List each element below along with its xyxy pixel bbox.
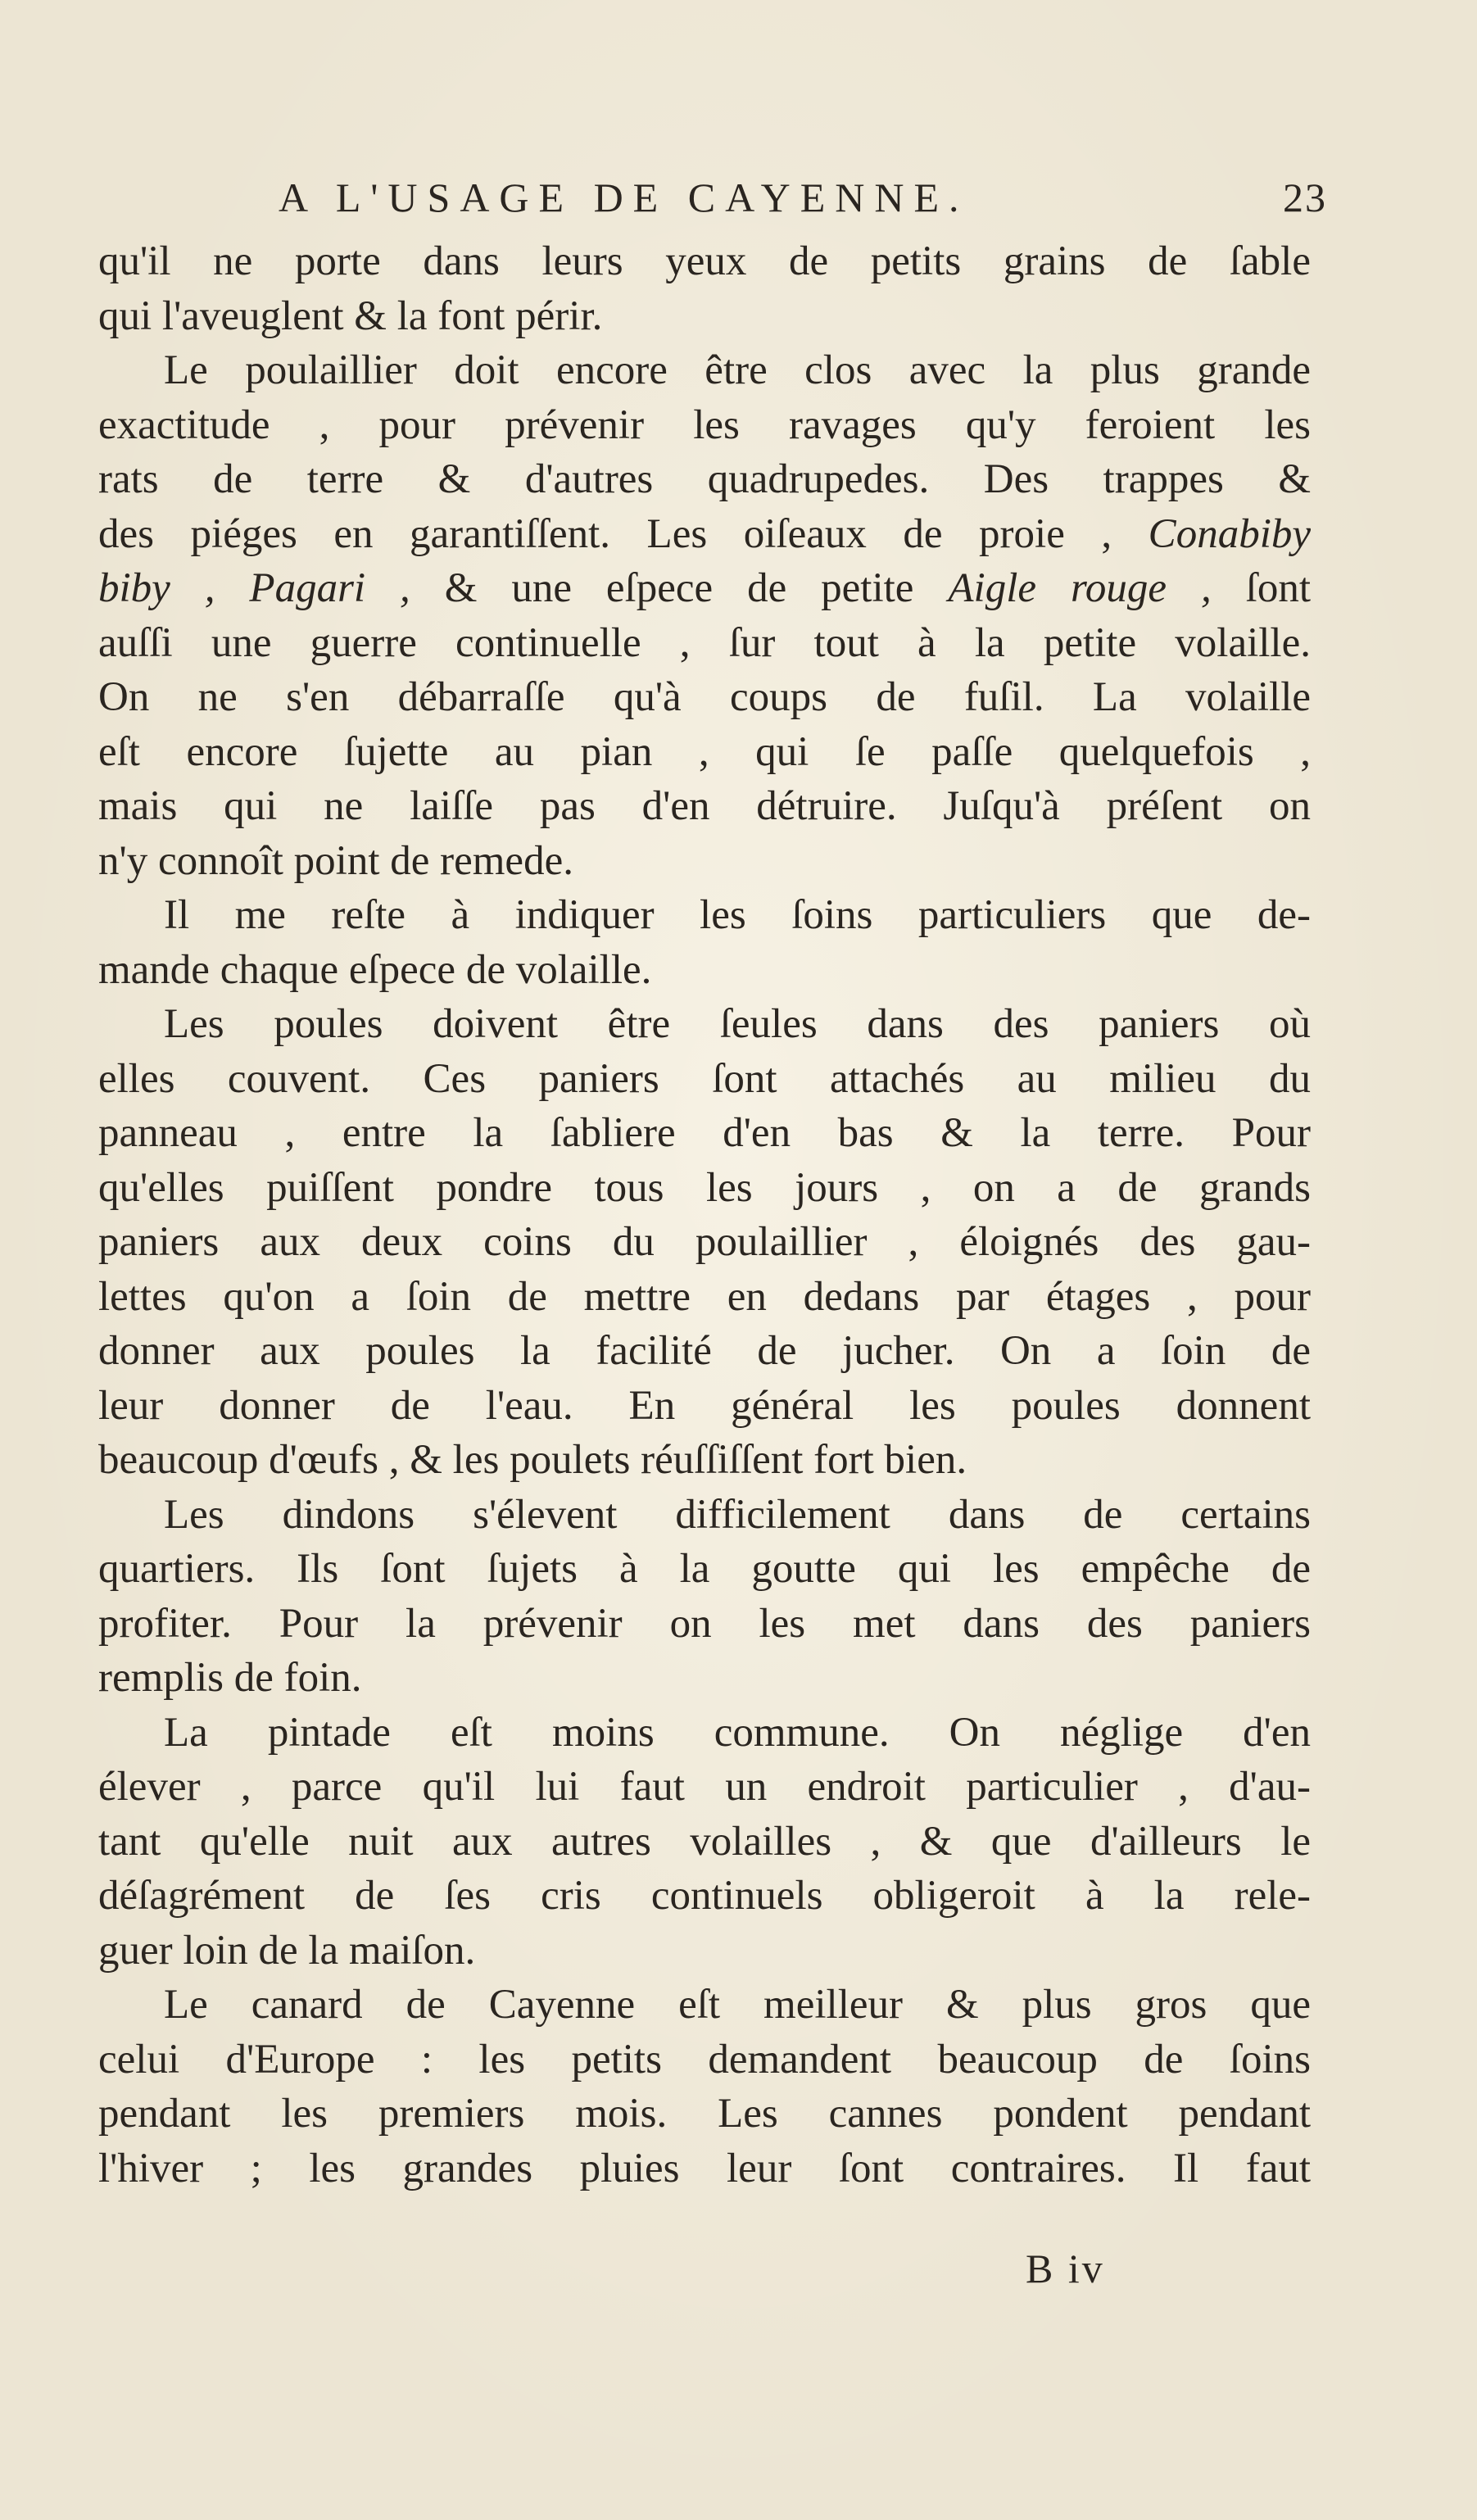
italic-word: biby , Pagari , bbox=[98, 565, 445, 611]
text-line: qui l'aveuglent & la font périr. bbox=[98, 292, 603, 339]
text-line bbox=[98, 561, 1311, 616]
text-line: Les dindons s'élevent difficilement dans de certains bbox=[164, 1491, 1311, 1538]
text-line: mande chaque eſpece de volaille. bbox=[98, 946, 652, 993]
text-line: auſſi une guerre continuelle , ſur tout à la petite volaille. bbox=[98, 619, 1311, 666]
text-line: pendant les premiers mois. Les cannes pondent pendant bbox=[98, 2091, 1311, 2137]
text-line: profiter. Pour la prévenir on les met dans des paniers bbox=[98, 1600, 1311, 1647]
text-line-segment: & une eſpece de petite bbox=[444, 565, 949, 611]
text-line: exactitude , pour prévenir les ravages qu'y feroient les bbox=[98, 401, 1311, 448]
text-line bbox=[98, 507, 1311, 562]
text-line: Il me reſte à indiquer les ſoins particuliers que de- bbox=[164, 892, 1311, 938]
text-line: déſagrément de ſes cris continuels obligeroit à la rele- bbox=[98, 1873, 1311, 1919]
text-line: mais qui ne laiſſe pas d'en détruire. Juſqu'à préſent on bbox=[98, 783, 1311, 829]
page-number: 23 bbox=[1283, 174, 1327, 220]
text-line: paniers aux deux coins du poulaillier , éloignés des gau- bbox=[98, 1219, 1311, 1265]
text-line: quartiers. Ils ſont ſujets à la goutte qui les empêche de bbox=[98, 1546, 1311, 1592]
text-line-segment: ſont bbox=[1245, 565, 1312, 611]
text-line: donner aux poules la facilité de jucher. On a ſoin de bbox=[98, 1328, 1311, 1374]
running-title: A L'USAGE DE CAYENNE. bbox=[279, 174, 969, 220]
signature-mark: B iv bbox=[1026, 2246, 1105, 2291]
italic-word: Conabiby bbox=[1148, 510, 1311, 557]
text-line: panneau , entre la ſabliere d'en bas & la terre. Pour bbox=[98, 1110, 1311, 1156]
text-line: leur donner de l'eau. En général les poules donnent bbox=[98, 1382, 1311, 1429]
text-line: eſt encore ſujette au pian , qui ſe paſſe quelquefois , bbox=[98, 728, 1311, 775]
text-line: tant qu'elle nuit aux autres volailles , & que d'ailleurs le bbox=[98, 1818, 1311, 1865]
text-line: qu'elles puiſſent pondre tous les jours , on a de grands bbox=[98, 1164, 1311, 1211]
text-line: elles couvent. Ces paniers ſont attachés au milieu du bbox=[98, 1055, 1311, 1102]
text-line: La pintade eſt moins commune. On néglige d'en bbox=[164, 1709, 1311, 1756]
text-line: remplis de foin. bbox=[98, 1655, 362, 1701]
text-line: rats de terre & d'autres quadrupedes. Des trappes & bbox=[98, 456, 1311, 502]
text-line: beaucoup d'œufs , & les poulets réuſſiſſent fort bien. bbox=[98, 1437, 967, 1483]
text-line: Le canard de Cayenne eſt meilleur & plus gros que bbox=[164, 1982, 1311, 2028]
body-text bbox=[98, 234, 1311, 2196]
text-line-segment: des piéges en garantiſſent. Les oiſeaux de proie , bbox=[98, 510, 1149, 557]
italic-word: Aigle rouge , bbox=[948, 565, 1246, 611]
text-line: n'y connoît point de remede. bbox=[98, 837, 573, 884]
text-line: qu'il ne porte dans leurs yeux de petits grains de ſable bbox=[98, 238, 1311, 284]
text-line: élever , parce qu'il lui faut un endroit particulier , d'au- bbox=[98, 1764, 1311, 1810]
text-line: Les poules doivent être ſeules dans des paniers où bbox=[164, 1001, 1311, 1047]
text-line: Le poulaillier doit encore être clos avec la plus grande bbox=[164, 347, 1311, 393]
page-header bbox=[279, 174, 1327, 231]
text-line: celui d'Europe : les petits demandent beaucoup de ſoins bbox=[98, 2036, 1311, 2083]
text-line: On ne s'en débarraſſe qu'à coups de fuſil. La volaille bbox=[98, 674, 1311, 720]
text-line: lettes qu'on a ſoin de mettre en dedans par étages , pour bbox=[98, 1273, 1311, 1320]
text-line: l'hiver ; les grandes pluies leur ſont contraires. Il faut bbox=[98, 2145, 1311, 2191]
text-line: guer loin de la maiſon. bbox=[98, 1927, 476, 1974]
